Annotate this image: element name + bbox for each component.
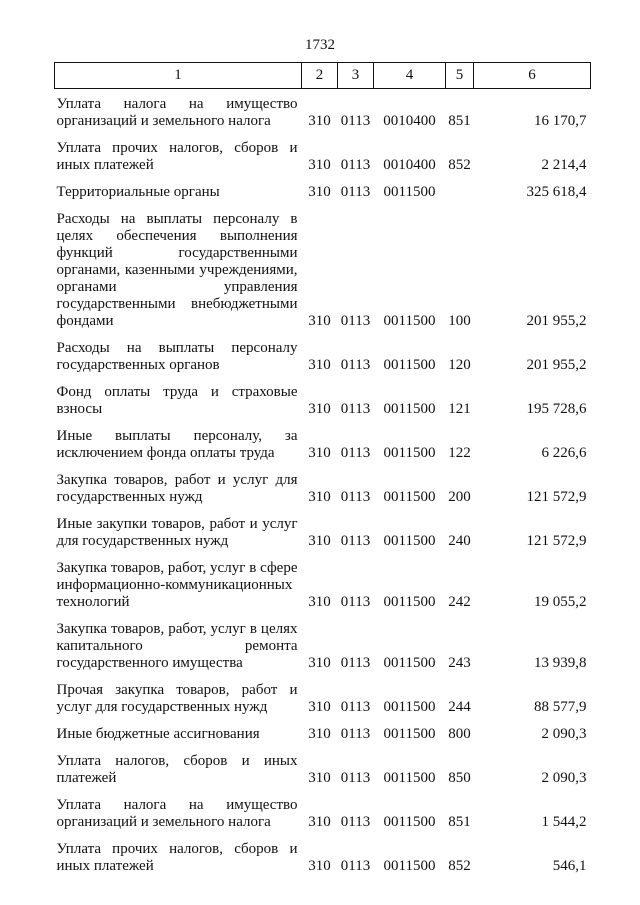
- row-name-cell: Расходы на выплаты персоналу в целях обеспечения выполнения функций государственными органами, казенными учреждениями, органами управления государственными внебюджетными фондами: [56, 211, 298, 329]
- row-name-cell: Иные бюджетные ассигнования: [56, 726, 260, 742]
- row-amount-cell: 88 577,9: [534, 699, 587, 715]
- row-expense-type-cell: 851: [448, 113, 471, 129]
- row-name-cell: Фонд оплаты труда и страховые взносы: [56, 384, 298, 417]
- table-row: [55, 377, 591, 421]
- row-amount-cell: 2 090,3: [541, 770, 587, 786]
- page-number: 1732: [305, 37, 335, 53]
- row-section-code-cell: 310: [308, 858, 331, 874]
- row-section-code-cell: 310: [308, 814, 331, 830]
- row-subsection-code-cell: 0113: [340, 770, 371, 786]
- column-header-3: 3: [338, 63, 374, 89]
- row-target-article-cell: 0011500: [383, 357, 436, 373]
- row-subsection-code-cell: 0113: [340, 113, 371, 129]
- row-subsection-code-cell: 0113: [340, 357, 371, 373]
- row-expense-type-cell: 243: [448, 655, 471, 671]
- row-expense-type-cell: 100: [448, 313, 471, 329]
- row-subsection-code-cell: 0113: [340, 858, 371, 874]
- row-amount-cell: 201 955,2: [526, 313, 587, 329]
- row-subsection-code-cell: 0113: [340, 814, 371, 830]
- row-name-cell: Закупка товаров, работ и услуг для государственных нужд: [56, 472, 298, 505]
- table-row: [55, 89, 591, 134]
- row-section-code-cell: 310: [308, 533, 331, 549]
- table-row: [55, 719, 591, 746]
- row-expense-type-cell: 851: [448, 814, 471, 830]
- table-row: [55, 465, 591, 509]
- row-name-cell: Расходы на выплаты персоналу государственных органов: [56, 340, 298, 373]
- row-expense-type-cell: 800: [448, 726, 471, 742]
- row-target-article-cell: 0011500: [383, 445, 436, 461]
- row-amount-cell: 121 572,9: [526, 533, 587, 549]
- table-row: [55, 177, 591, 204]
- row-section-code-cell: 310: [308, 655, 331, 671]
- row-section-code-cell: 310: [308, 489, 331, 505]
- row-subsection-code-cell: 0113: [340, 157, 371, 173]
- row-subsection-code-cell: 0113: [340, 655, 371, 671]
- row-target-article-cell: 0011500: [383, 699, 436, 715]
- row-amount-cell: 195 728,6: [526, 401, 587, 417]
- column-header-6: 6: [474, 63, 591, 89]
- row-name-cell: Закупка товаров, работ, услуг в сфере информационно-коммуникационных технологий: [56, 560, 298, 610]
- row-subsection-code-cell: 0113: [340, 489, 371, 505]
- table-row: [55, 675, 591, 719]
- row-section-code-cell: 310: [308, 594, 331, 610]
- column-header-4: 4: [374, 63, 446, 89]
- row-target-article-cell: 0010400: [383, 157, 436, 173]
- row-subsection-code-cell: 0113: [340, 699, 371, 715]
- row-target-article-cell: 0011500: [383, 655, 436, 671]
- row-section-code-cell: 310: [308, 113, 331, 129]
- table-row: [55, 834, 591, 878]
- row-section-code-cell: 310: [308, 313, 331, 329]
- row-expense-type-cell: 244: [448, 699, 471, 715]
- row-section-code-cell: 310: [308, 184, 331, 200]
- row-name-cell: Уплата налога на имущество организаций и земельного налога: [56, 96, 298, 129]
- row-target-article-cell: 0011500: [383, 814, 436, 830]
- row-amount-cell: 121 572,9: [526, 489, 587, 505]
- row-target-article-cell: 0011500: [383, 184, 436, 200]
- table-row: [55, 614, 591, 675]
- row-amount-cell: 19 055,2: [534, 594, 587, 610]
- row-subsection-code-cell: 0113: [340, 594, 371, 610]
- row-target-article-cell: 0011500: [383, 858, 436, 874]
- row-name-cell: Уплата прочих налогов, сборов и иных платежей: [56, 140, 298, 173]
- row-name-cell: Закупка товаров, работ, услуг в целях капитального ремонта государственного имущества: [56, 621, 298, 671]
- row-name-cell: Уплата налога на имущество организаций и земельного налога: [56, 797, 298, 830]
- row-section-code-cell: 310: [308, 401, 331, 417]
- row-subsection-code-cell: 0113: [340, 533, 371, 549]
- row-amount-cell: 6 226,6: [541, 445, 587, 461]
- row-target-article-cell: 0011500: [383, 489, 436, 505]
- row-amount-cell: 201 955,2: [526, 357, 587, 373]
- row-target-article-cell: 0011500: [383, 770, 436, 786]
- row-expense-type-cell: [446, 177, 474, 204]
- row-amount-cell: 2 090,3: [541, 726, 587, 742]
- row-section-code-cell: 310: [308, 726, 331, 742]
- row-name-cell: Уплата налогов, сборов и иных платежей: [56, 753, 298, 786]
- row-amount-cell: 2 214,4: [541, 157, 587, 173]
- row-section-code-cell: 310: [308, 157, 331, 173]
- row-target-article-cell: 0010400: [383, 113, 436, 129]
- table-row: [55, 133, 591, 177]
- column-number-header-row: [55, 63, 591, 89]
- row-subsection-code-cell: 0113: [340, 184, 371, 200]
- row-target-article-cell: 0011500: [383, 313, 436, 329]
- row-target-article-cell: 0011500: [383, 726, 436, 742]
- row-section-code-cell: 310: [308, 770, 331, 786]
- column-header-2: 2: [302, 63, 338, 89]
- row-amount-cell: 546,1: [552, 858, 587, 874]
- row-expense-type-cell: 122: [448, 445, 471, 461]
- row-section-code-cell: 310: [308, 699, 331, 715]
- row-name-cell: Уплата прочих налогов, сборов и иных платежей: [56, 841, 298, 874]
- row-subsection-code-cell: 0113: [340, 313, 371, 329]
- row-section-code-cell: 310: [308, 357, 331, 373]
- row-expense-type-cell: 200: [448, 489, 471, 505]
- row-target-article-cell: 0011500: [383, 533, 436, 549]
- column-header-1: 1: [55, 63, 302, 89]
- row-expense-type-cell: 121: [448, 401, 471, 417]
- row-expense-type-cell: 852: [448, 858, 471, 874]
- row-amount-cell: 325 618,4: [526, 184, 587, 200]
- table-row: [55, 553, 591, 614]
- column-header-5: 5: [446, 63, 474, 89]
- row-name-cell: Иные закупки товаров, работ и услуг для государственных нужд: [56, 516, 298, 549]
- row-expense-type-cell: 120: [448, 357, 471, 373]
- row-amount-cell: 13 939,8: [534, 655, 587, 671]
- table-row: [55, 204, 591, 333]
- table-row: [55, 746, 591, 790]
- row-name-cell: Территориальные органы: [56, 184, 220, 200]
- table-row: [55, 421, 591, 465]
- row-amount-cell: 16 170,7: [534, 113, 587, 129]
- row-expense-type-cell: 240: [448, 533, 471, 549]
- row-subsection-code-cell: 0113: [340, 445, 371, 461]
- row-amount-cell: 1 544,2: [541, 814, 587, 830]
- budget-table: [54, 62, 591, 878]
- table-row: [55, 790, 591, 834]
- row-target-article-cell: 0011500: [383, 401, 436, 417]
- row-subsection-code-cell: 0113: [340, 401, 371, 417]
- row-name-cell: Иные выплаты персоналу, за исключением фонда оплаты труда: [56, 428, 298, 461]
- row-expense-type-cell: 850: [448, 770, 471, 786]
- row-expense-type-cell: 852: [448, 157, 471, 173]
- row-expense-type-cell: 242: [448, 594, 471, 610]
- row-section-code-cell: 310: [308, 445, 331, 461]
- row-subsection-code-cell: 0113: [340, 726, 371, 742]
- row-name-cell: Прочая закупка товаров, работ и услуг для государственных нужд: [56, 682, 298, 715]
- table-row: [55, 333, 591, 377]
- table-row: [55, 509, 591, 553]
- row-target-article-cell: 0011500: [383, 594, 436, 610]
